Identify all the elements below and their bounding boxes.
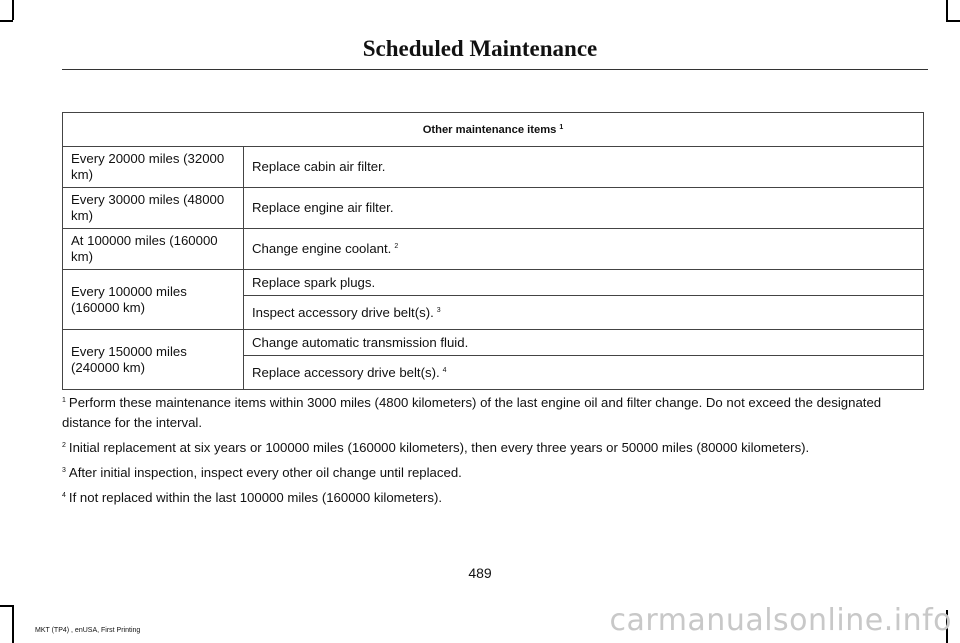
footnote-ref: 1 <box>559 123 564 131</box>
crop-mark <box>0 20 13 22</box>
footnote-ref: 3 <box>436 306 441 314</box>
table-title <box>63 113 924 147</box>
footnote <box>62 463 930 483</box>
action-text: Inspect accessory drive belt(s). <box>252 304 434 320</box>
footnote-text: Perform these maintenance items within 3000 miles (4800 kilometers) of the last engine oil and filter change. Do not exceed the designated distance for the interval. <box>62 395 882 430</box>
table-row <box>63 147 924 188</box>
crop-mark <box>12 605 14 643</box>
interval-cell: At 100000 miles (160000 km) <box>63 229 244 270</box>
footnote <box>62 438 930 458</box>
action-text: Replace accessory drive belt(s). <box>252 364 440 380</box>
footer-identifier: MKT (TP4) , enUSA, First Printing <box>35 627 141 634</box>
action-cell <box>244 356 924 390</box>
footnote <box>62 488 930 508</box>
footnote-number: 1 <box>62 397 66 404</box>
action-cell: Replace cabin air filter. <box>244 147 924 188</box>
crop-mark <box>946 0 948 20</box>
action-text: Change engine coolant. <box>252 241 392 256</box>
watermark: carmanualsonline.info <box>609 603 952 638</box>
action-cell <box>244 296 924 330</box>
footnote-number: 3 <box>62 467 66 474</box>
interval-cell: Every 150000 miles (240000 km) <box>63 330 244 390</box>
crop-mark <box>12 0 14 20</box>
footnote-ref: 4 <box>442 366 447 374</box>
crop-mark <box>0 605 13 607</box>
footnotes <box>62 393 930 513</box>
page-number: 489 <box>468 565 492 581</box>
header-divider <box>62 69 928 70</box>
footnote-number: 2 <box>62 442 66 449</box>
footnote-text: If not replaced within the last 100000 miles (160000 kilometers). <box>68 490 443 505</box>
footnote-ref: 2 <box>394 243 399 250</box>
action-cell: Change automatic transmission fluid. <box>244 330 924 356</box>
action-cell: Replace engine air filter. <box>244 188 924 229</box>
footnote <box>62 393 930 433</box>
maintenance-table <box>62 112 924 390</box>
interval-cell: Every 30000 miles (48000 km) <box>63 188 244 229</box>
table-title-text: Other maintenance items <box>422 123 557 136</box>
table-row <box>63 188 924 229</box>
interval-cell: Every 20000 miles (32000 km) <box>63 147 244 188</box>
table-row <box>63 270 924 296</box>
action-cell <box>244 229 924 270</box>
page-title: Scheduled Maintenance <box>362 36 598 61</box>
interval-cell: Every 100000 miles (160000 km) <box>63 270 244 330</box>
footnote-text: After initial inspection, inspect every other oil change until replaced. <box>68 465 462 480</box>
action-cell: Replace spark plugs. <box>244 270 924 296</box>
footnote-text: Initial replacement at six years or 100000 miles (160000 kilometers), then every three years or 50000 miles (80000 kilometers). <box>68 440 810 455</box>
table-row <box>63 229 924 270</box>
crop-mark <box>946 20 960 22</box>
footnote-number: 4 <box>62 492 66 499</box>
table-row <box>63 330 924 356</box>
